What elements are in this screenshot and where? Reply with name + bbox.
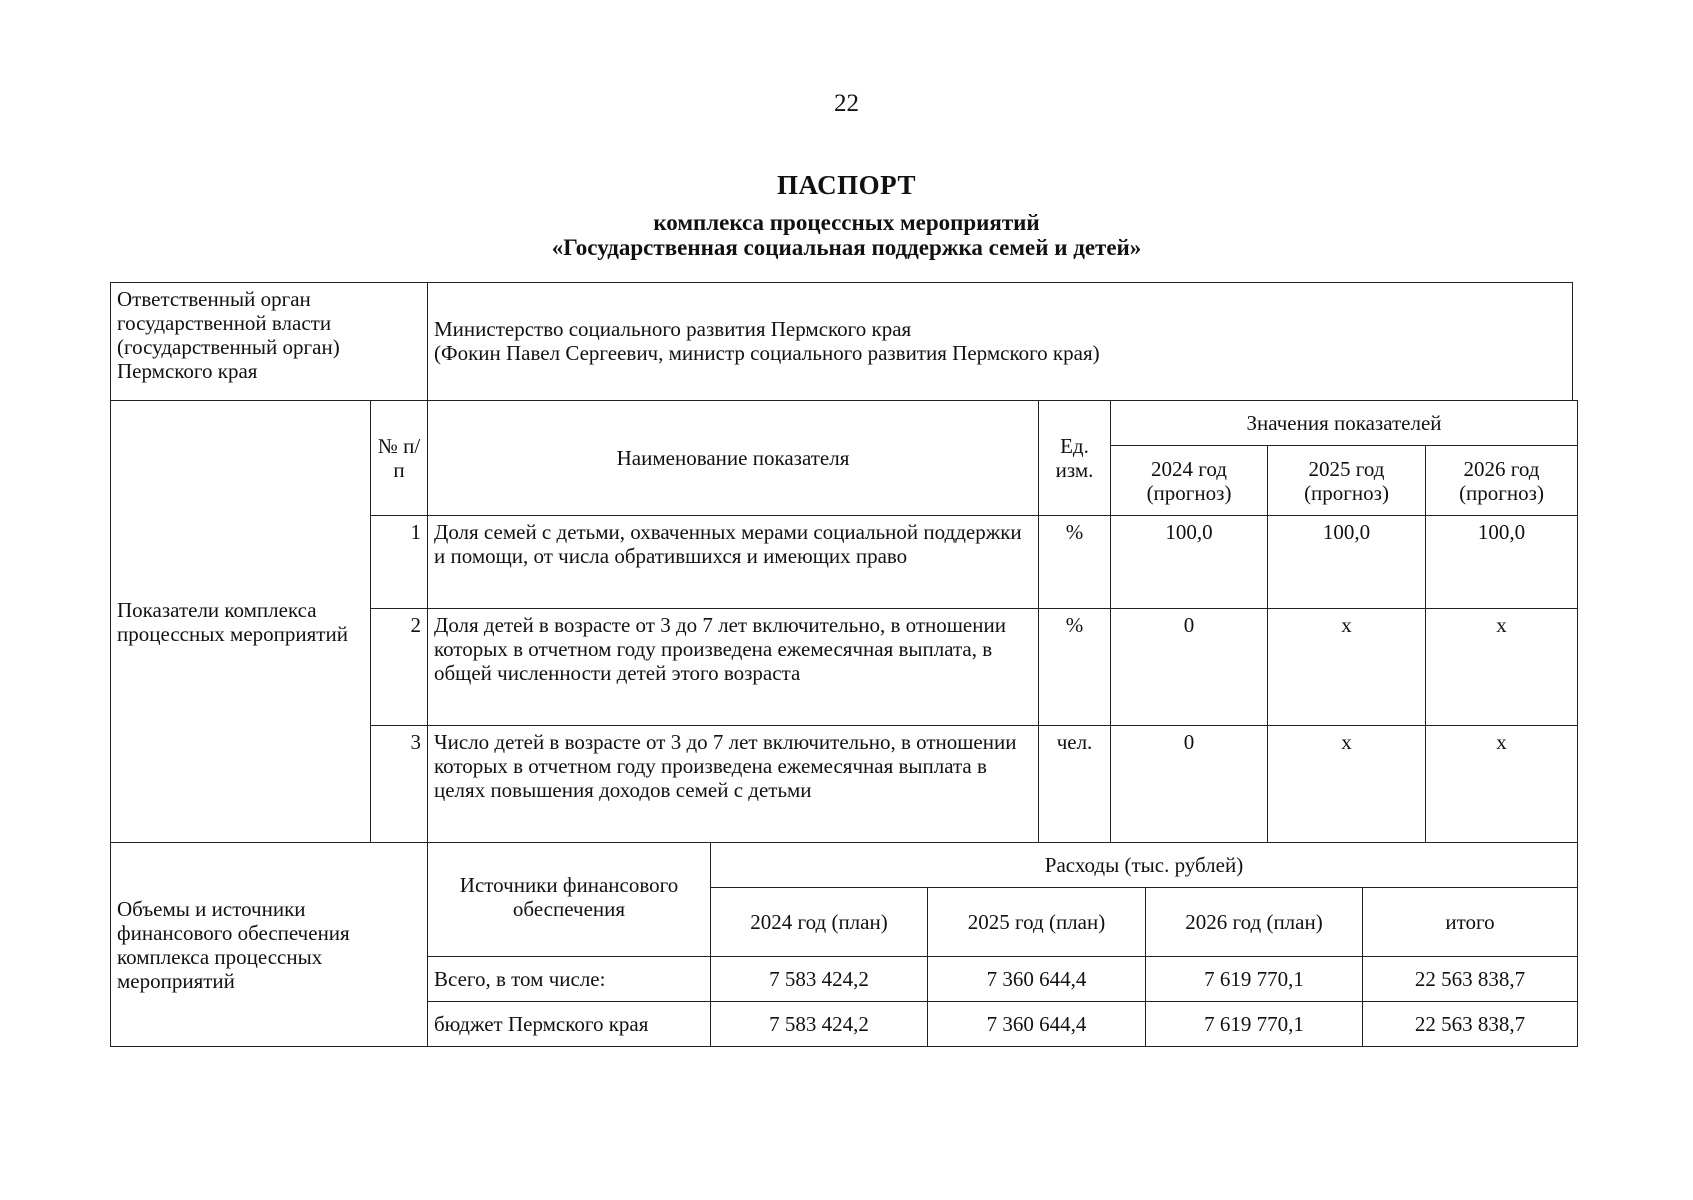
indicator-value-2026: х [1426,726,1578,843]
col-header-total: итого [1363,888,1578,957]
indicator-name: Доля детей в возрасте от 3 до 7 лет включительно, в отношении которых в отчетном году произведена ежемесячная выплата, в общей численности детей этого возраста [428,609,1039,726]
indicator-value-2024: 100,0 [1111,516,1268,609]
finance-value-2024: 7 583 424,2 [711,957,928,1002]
indicator-value-2024: 0 [1111,726,1268,843]
col-header-unit: Ед. изм. [1039,401,1111,516]
indicator-value-2024: 0 [1111,609,1268,726]
indicator-value-2025: х [1268,726,1426,843]
finance-source: Всего, в том числе: [428,957,711,1002]
indicator-value-2026: х [1426,609,1578,726]
finance-value-total: 22 563 838,7 [1363,1002,1578,1047]
col-header-plan-2024: 2024 год (план) [711,888,928,957]
col-header-plan-2026: 2026 год (план) [1146,888,1363,957]
indicator-number: 2 [371,609,428,726]
indicator-value-2025: х [1268,609,1426,726]
finance-value-2024: 7 583 424,2 [711,1002,928,1047]
col-header-year-2024: 2024 год (прогноз) [1111,446,1268,516]
col-header-source: Источники финансового обеспечения [428,843,711,957]
col-header-year-2026: 2026 год (прогноз) [1426,446,1578,516]
col-header-year-2025: 2025 год (прогноз) [1268,446,1426,516]
indicator-name: Число детей в возрасте от 3 до 7 лет включительно, в отношении которых в отчетном году произведена ежемесячная выплата в целях повышения доходов семей с детьми [428,726,1039,843]
finance-source: бюджет Пермского края [428,1002,711,1047]
indicator-name: Доля семей с детьми, охваченных мерами социальной поддержки и помощи, от числа обратившихся и имеющих право [428,516,1039,609]
finance-value-2026: 7 619 770,1 [1146,957,1363,1002]
finance-section-label: Объемы и источники финансового обеспечения комплекса процессных мероприятий [111,843,428,1047]
finance-table [110,842,1578,1047]
document-title: ПАСПОРТ [777,170,916,200]
col-header-expenses: Расходы (тыс. рублей) [711,843,1578,888]
indicator-value-2026: 100,0 [1426,516,1578,609]
finance-value-total: 22 563 838,7 [1363,957,1578,1002]
finance-value-2025: 7 360 644,4 [928,957,1146,1002]
indicator-unit: % [1039,609,1111,726]
indicator-unit: чел. [1039,726,1111,843]
indicators-table [110,400,1578,843]
responsible-ministry: Министерство социального развития Пермского края [434,317,912,341]
col-header-plan-2025: 2025 год (план) [928,888,1146,957]
responsible-authority-table [110,282,1573,401]
subtitle-line-1: комплекса процессных мероприятий [653,210,1040,235]
finance-value-2026: 7 619 770,1 [1146,1002,1363,1047]
indicator-number: 1 [371,516,428,609]
col-header-indicator-name: Наименование показателя [428,401,1039,516]
indicators-section-label: Показатели комплекса процессных мероприятий [111,401,371,843]
finance-value-2025: 7 360 644,4 [928,1002,1146,1047]
indicator-unit: % [1039,516,1111,609]
indicator-value-2025: 100,0 [1268,516,1426,609]
col-header-values: Значения показателей [1111,401,1578,446]
responsible-minister: (Фокин Павел Сергеевич, министр социального развития Пермского края) [434,341,1100,365]
col-header-number: № п/п [371,401,428,516]
responsible-value [428,283,1573,401]
responsible-label: Ответственный орган государственной власти (государственный орган) Пермского края [111,283,428,401]
document-subtitle [0,210,1693,260]
indicator-number: 3 [371,726,428,843]
page-number: 22 [834,90,859,117]
subtitle-line-2: «Государственная социальная поддержка семей и детей» [551,235,1142,260]
